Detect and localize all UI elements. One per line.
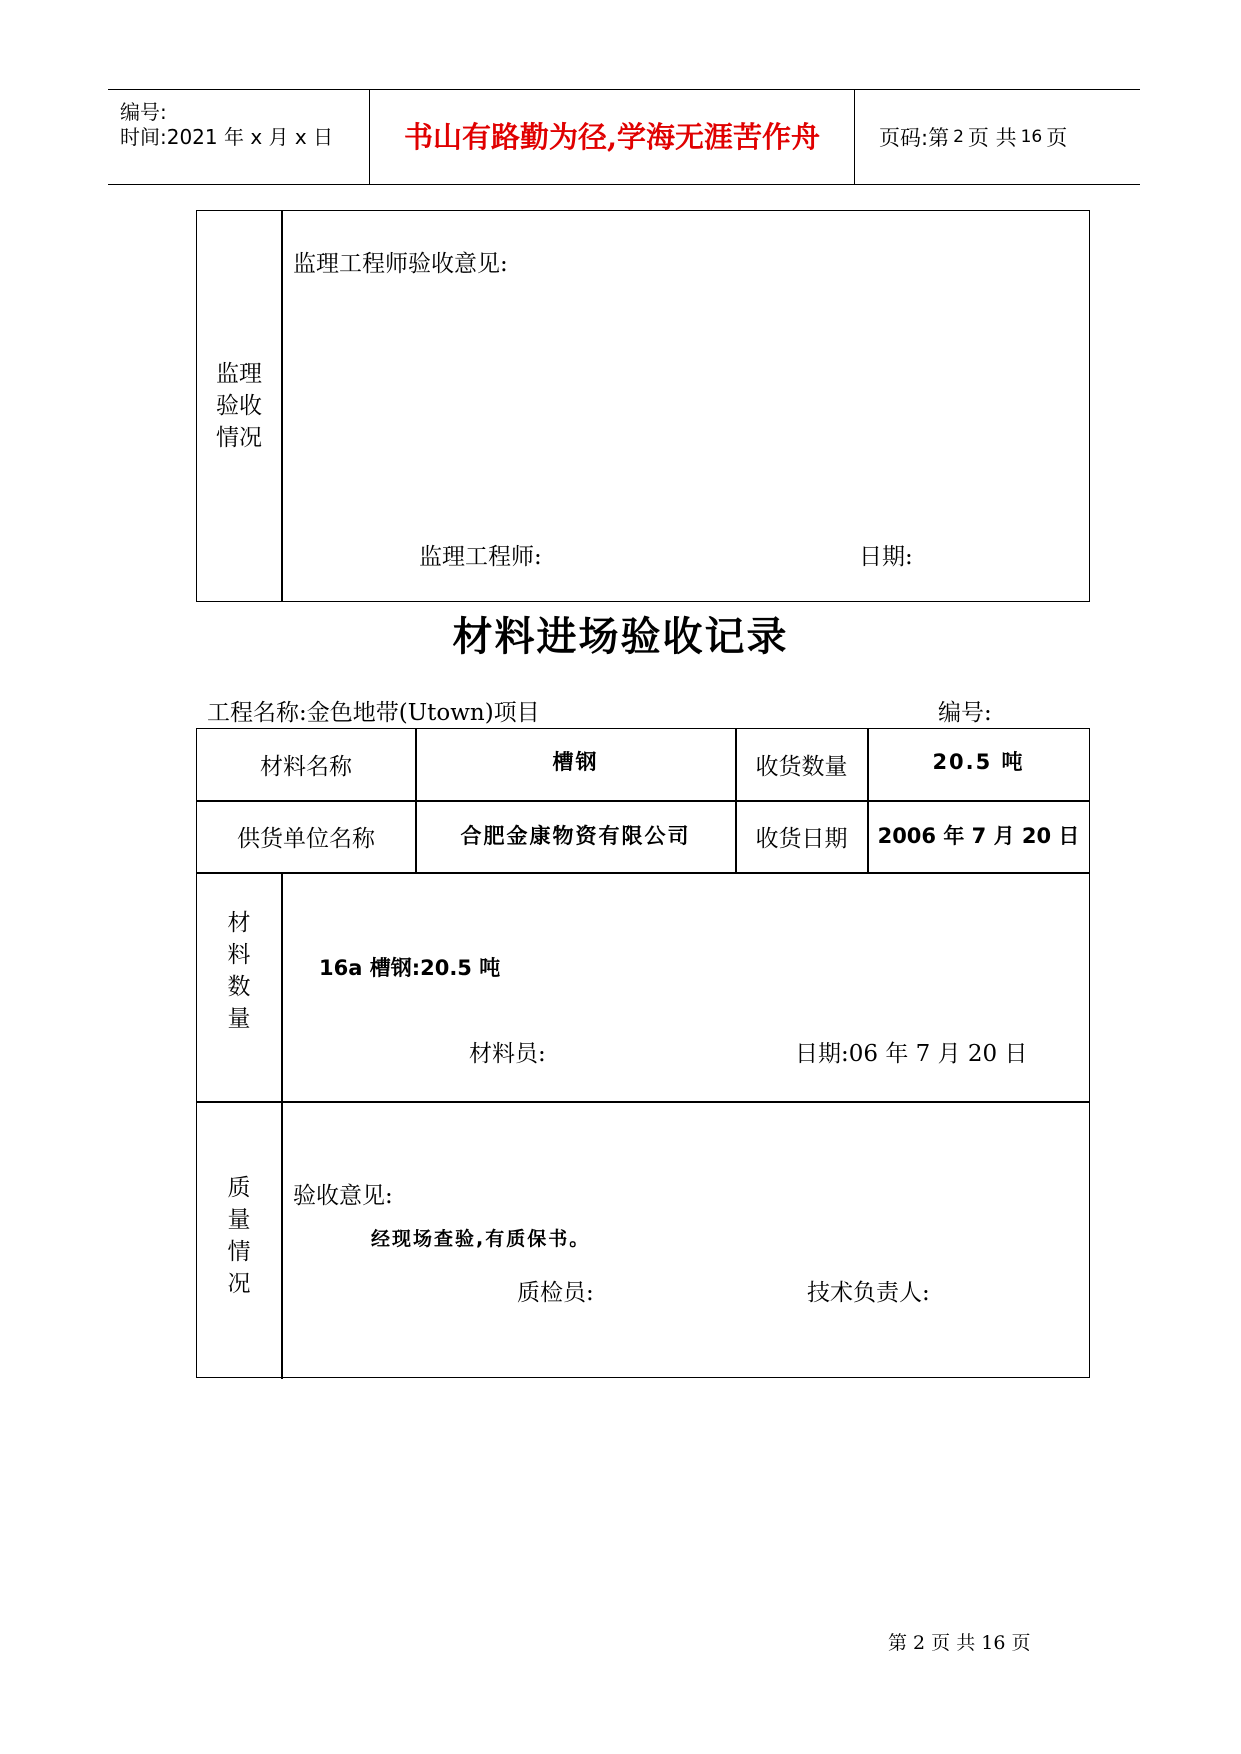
supplier-label: 供货单位名称 xyxy=(237,826,375,852)
qty-side-char: 量 xyxy=(227,1006,251,1032)
col-divider xyxy=(281,872,283,1379)
quality-side-char: 质 xyxy=(227,1175,251,1201)
supervision-box xyxy=(196,210,1090,602)
qty-side-label xyxy=(215,907,263,1035)
header-number-label: 编号: xyxy=(120,100,167,124)
header-page-current: 2 xyxy=(953,127,964,147)
material-name-value: 槽钢 xyxy=(552,749,599,774)
qty-side-char: 数 xyxy=(227,974,251,1000)
acceptance-value: 经现场查验,有质保书。 xyxy=(371,1228,591,1250)
inspector-label: 质检员: xyxy=(517,1280,594,1306)
qty-side-char: 料 xyxy=(227,942,251,968)
qty-side-char: 材 xyxy=(227,910,251,936)
material-name-label: 材料名称 xyxy=(260,754,352,780)
received-date-label: 收货日期 xyxy=(755,826,848,852)
supervision-opinion-label: 监理工程师验收意见: xyxy=(293,251,508,277)
page-header xyxy=(108,89,1140,185)
tech-lead-label: 技术负责人: xyxy=(807,1280,930,1306)
received-qty-label: 收货数量 xyxy=(755,754,848,780)
received-date-value: 2006 年 7 月 20 日 xyxy=(877,823,1080,848)
qty-date: 日期:06 年 7 月 20 日 xyxy=(795,1041,1028,1067)
page-footer: 第 2 页 共 16 页 xyxy=(888,1632,1031,1654)
header-page-prefix: 页码:第 xyxy=(879,126,950,150)
header-page-mid: 页 共 xyxy=(967,126,1017,150)
supervision-date-label: 日期: xyxy=(859,544,913,570)
supervision-side-line: 验收 xyxy=(216,393,262,419)
quality-side-char: 况 xyxy=(227,1271,251,1297)
header-meta xyxy=(108,90,370,184)
row-divider xyxy=(197,872,1089,874)
acceptance-label: 验收意见: xyxy=(293,1183,393,1209)
header-time-label: 时间:2021 年 x 月 x 日 xyxy=(120,125,334,149)
supervision-divider xyxy=(281,211,283,601)
project-name-label: 工程名称:金色地带(Utown)项目 xyxy=(207,700,540,726)
record-number-label: 编号: xyxy=(938,700,992,726)
quality-side-label xyxy=(215,1172,263,1300)
material-clerk-label: 材料员: xyxy=(469,1041,546,1067)
supervision-side-label xyxy=(215,358,263,454)
supervision-engineer-label: 监理工程师: xyxy=(419,544,542,570)
header-motto: 书山有路勤为径,学海无涯苦作舟 xyxy=(370,90,855,184)
header-page-suffix: 页 xyxy=(1046,126,1068,150)
supplier-value: 合肥金康物资有限公司 xyxy=(460,823,691,848)
supervision-side-line: 情况 xyxy=(216,425,262,451)
supervision-side-line: 监理 xyxy=(216,361,262,387)
quality-side-char: 情 xyxy=(227,1239,251,1265)
record-title: 材料进场验收记录 xyxy=(452,614,789,660)
material-record-table xyxy=(196,728,1090,1378)
row-divider xyxy=(197,1101,1089,1103)
header-page-total: 16 xyxy=(1020,127,1043,147)
quality-side-char: 量 xyxy=(227,1207,251,1233)
received-qty-value: 20.5 吨 xyxy=(932,749,1025,774)
qty-detail: 16a 槽钢:20.5 吨 xyxy=(319,956,501,980)
header-page-info xyxy=(873,90,1067,184)
